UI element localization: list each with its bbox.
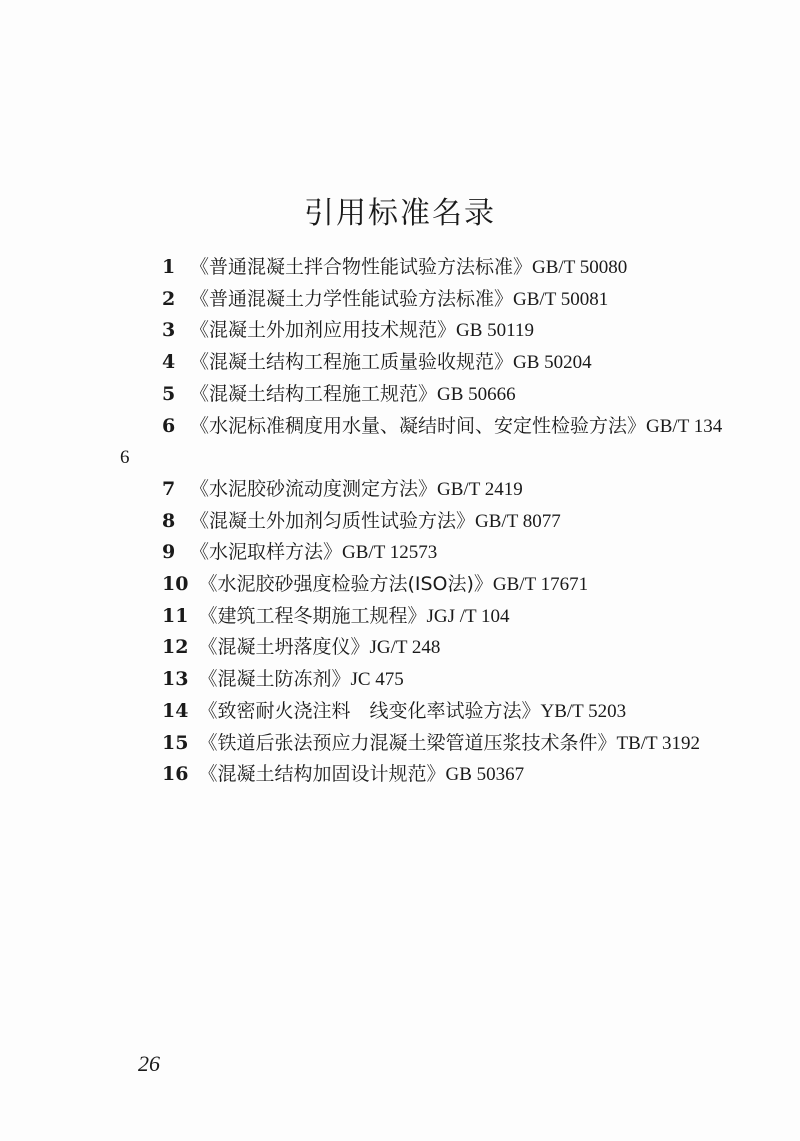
reference-title: 《水泥胶砂强度检验方法(ISO法)》 [198, 573, 493, 596]
reference-code: GB/T 17671 [492, 574, 589, 596]
reference-code: JC 475 [350, 669, 404, 691]
reference-title: 《混凝土坍落度仪》 [198, 636, 370, 659]
reference-title: 《水泥标准稠度用水量、凝结时间、安定性检验方法》 [190, 414, 647, 437]
reference-title: 《混凝土外加剂应用技术规范》 [190, 319, 457, 342]
reference-code: GB/T 50080 [532, 257, 628, 278]
reference-title: 《混凝土外加剂匀质性试验方法》 [190, 509, 476, 532]
reference-code: GB/T 2419 [437, 478, 523, 500]
reference-title: 《铁道后张法预应力混凝土梁管道压浆技术条件》 [198, 731, 617, 754]
reference-number: 4 [162, 351, 176, 374]
page-title: 引用标准名录 [304, 196, 496, 232]
reference-code: GB 50204 [513, 352, 592, 374]
reference-code: GB 50119 [456, 320, 534, 342]
reference-item [120, 759, 730, 791]
reference-number: 15 [162, 731, 189, 754]
reference-title: 《混凝土防冻剂》 [198, 668, 351, 691]
reference-list [120, 252, 730, 791]
reference-number: 10 [162, 573, 189, 596]
reference-number: 2 [162, 287, 176, 310]
reference-title: 《水泥胶砂流动度测定方法》 [190, 477, 438, 500]
reference-title: 《建筑工程冬期施工规程》 [198, 604, 427, 627]
reference-item [120, 601, 730, 633]
reference-title: 《水泥取样方法》 [190, 541, 343, 564]
reference-number: 5 [162, 382, 176, 405]
reference-code: JG/T 248 [369, 637, 441, 659]
reference-item [120, 664, 730, 696]
reference-code: YB/T 5203 [540, 700, 627, 722]
reference-item [120, 284, 730, 316]
reference-item [120, 537, 730, 569]
reference-item [120, 632, 730, 664]
reference-item [120, 569, 730, 601]
reference-title: 《普通混凝土力学性能试验方法标准》 [190, 287, 514, 310]
reference-item [120, 347, 730, 379]
reference-number: 14 [162, 699, 189, 722]
page-number: 26 [138, 1051, 160, 1076]
reference-number: 13 [162, 668, 189, 691]
reference-item [120, 474, 730, 506]
reference-title: 《致密耐火浇注料 线变化率试验方法》 [198, 699, 541, 722]
reference-number: 6 [162, 414, 176, 437]
reference-item [120, 379, 730, 411]
reference-number: 9 [162, 541, 176, 564]
reference-code: GB/T 12573 [342, 542, 438, 564]
reference-number: 8 [162, 509, 176, 532]
reference-title: 《混凝土结构工程施工质量验收规范》 [190, 351, 514, 374]
reference-code: JGJ /T 104 [426, 605, 510, 627]
reference-item [120, 506, 730, 538]
reference-item [120, 411, 730, 474]
reference-title: 《混凝土结构工程施工规范》 [190, 382, 438, 405]
reference-number: 11 [162, 604, 189, 627]
reference-code: GB 50666 [437, 383, 516, 405]
reference-item [120, 315, 730, 347]
reference-item [120, 728, 730, 760]
reference-title: 《混凝土结构加固设计规范》 [198, 763, 446, 786]
reference-number: 1 [162, 256, 176, 278]
reference-number: 7 [162, 477, 176, 500]
reference-code: GB/T 8077 [475, 510, 561, 532]
reference-code: GB/T 1346 [120, 415, 723, 469]
reference-code: GB/T 50081 [513, 288, 609, 310]
reference-code: GB 50367 [445, 764, 525, 786]
reference-number: 3 [162, 319, 176, 342]
reference-title: 《普通混凝土拌合物性能试验方法标准》 [190, 256, 533, 278]
reference-item [120, 696, 730, 728]
reference-code: TB/T 3192 [616, 732, 701, 754]
reference-number: 12 [162, 636, 189, 659]
reference-item [120, 252, 730, 284]
reference-number: 16 [162, 763, 189, 786]
